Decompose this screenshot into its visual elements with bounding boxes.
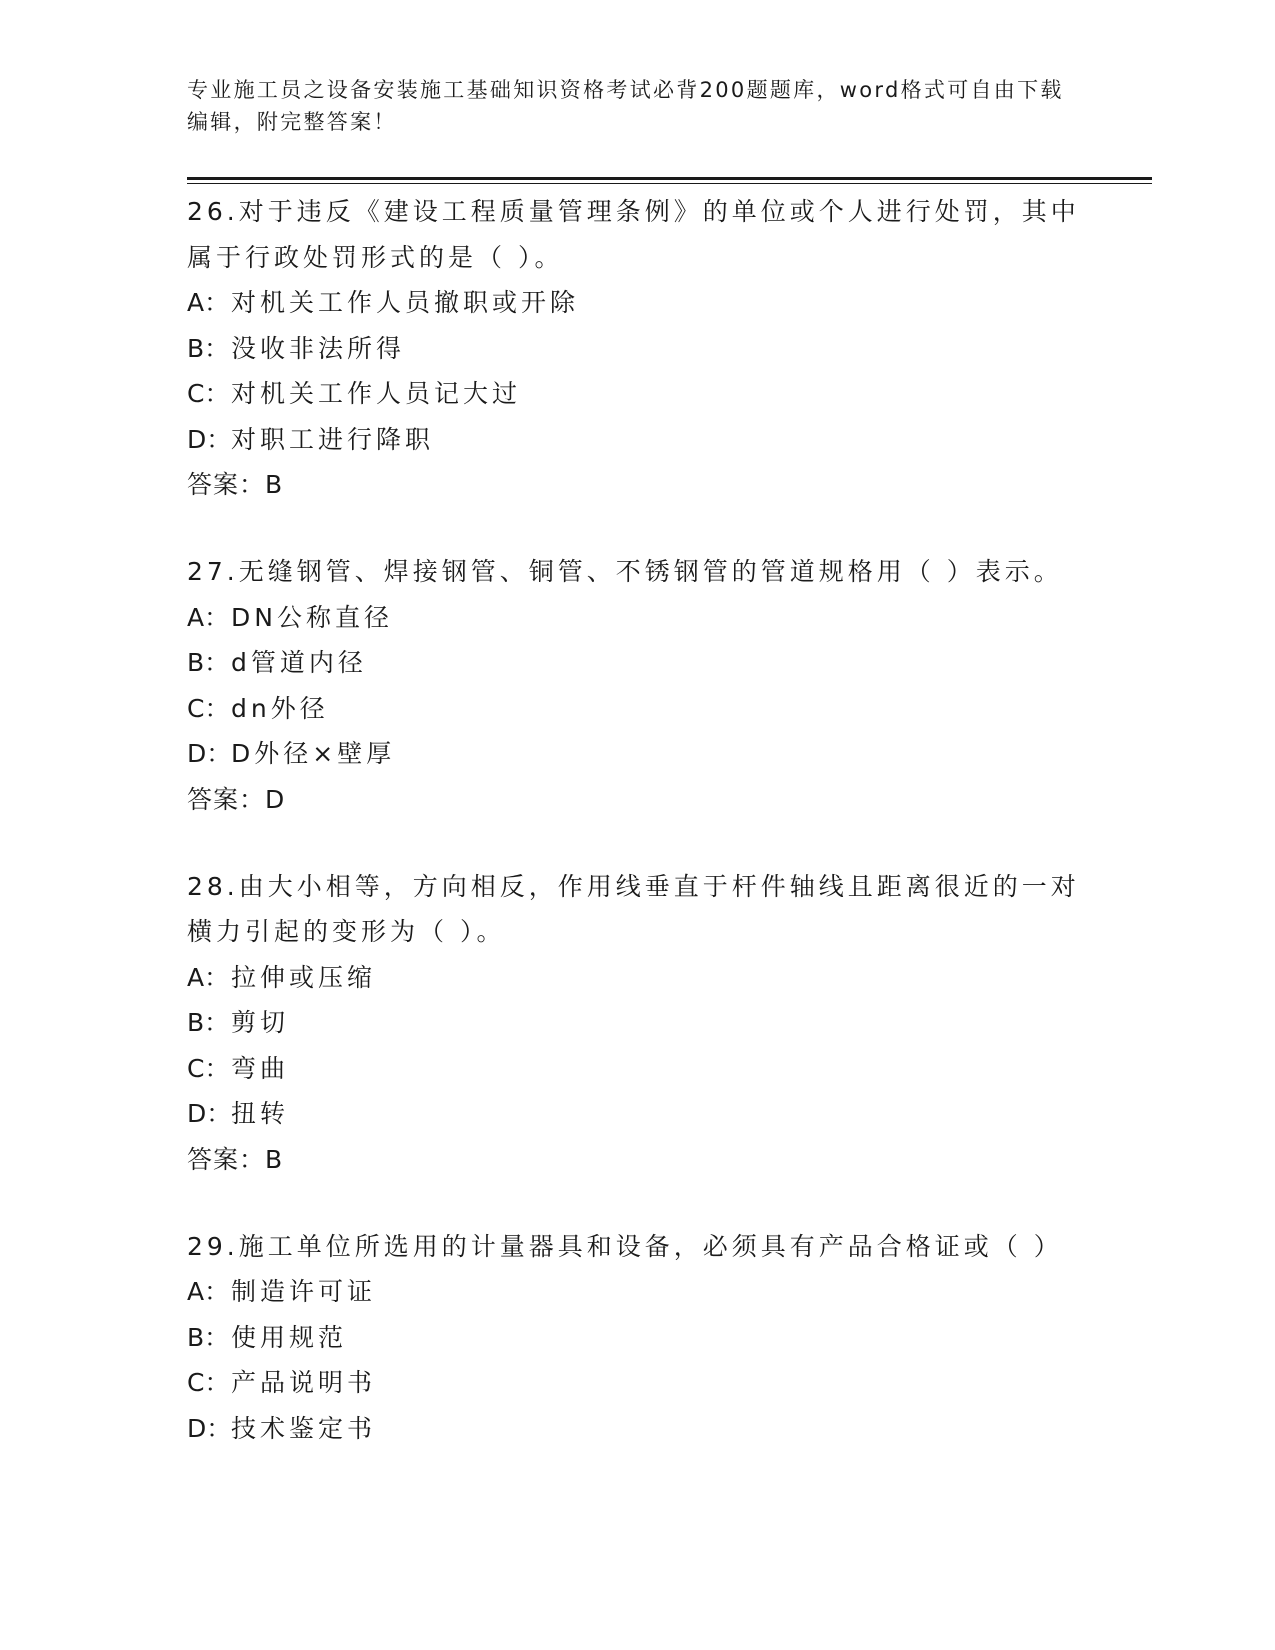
option-text: 制造许可证 — [231, 1277, 377, 1306]
option-key: A： — [187, 962, 230, 992]
option-text: 剪切 — [231, 1008, 290, 1037]
option-c — [187, 371, 1087, 417]
option-c — [187, 686, 1087, 732]
answer: 答案：B — [187, 470, 284, 499]
option-a — [187, 1269, 1087, 1315]
option-text: 技术鉴定书 — [231, 1413, 377, 1443]
question-list — [187, 189, 1087, 1492]
option-text: d管道内径 — [231, 648, 367, 677]
answer: 答案：B — [187, 1144, 284, 1174]
document-header: 专业施工员之设备安装施工基础知识资格考试必背200题题库，word格式可自由下载编辑，附完整答案！ — [187, 78, 1064, 134]
option-key: D： — [187, 1413, 232, 1443]
option-text: D外径×壁厚 — [231, 739, 396, 768]
option-text: dn外径 — [231, 693, 329, 723]
option-key: C： — [187, 693, 230, 723]
answer: 答案：D — [187, 784, 286, 814]
option-c — [187, 1360, 1087, 1406]
option-key: C： — [187, 379, 230, 408]
option-text: 对机关工作人员记大过 — [231, 379, 522, 408]
option-text: 扭转 — [231, 1099, 290, 1128]
option-key: C： — [187, 1053, 230, 1083]
question-28 — [187, 864, 1087, 1183]
option-key: C： — [187, 1368, 230, 1397]
header-divider-thick — [187, 177, 1152, 180]
option-b — [187, 326, 1087, 372]
question-stem: 27.无缝钢管、焊接钢管、铜管、不锈钢管的管道规格用（ ）表示。 — [187, 557, 1063, 586]
question-stem: 29.施工单位所选用的计量器具和设备，必须具有产品合格证或（ ） — [187, 1231, 1063, 1261]
option-key: A： — [187, 602, 230, 632]
question-stem: 28.由大小相等，方向相反，作用线垂直于杆件轴线且距离很近的一对横力引起的变形为（ ）。 — [187, 871, 1080, 946]
option-text: 对机关工作人员撤职或开除 — [231, 288, 580, 317]
question-stem: 26.对于违反《建设工程质量管理条例》的单位或个人进行处罚，其中属于行政处罚形式的是（ ）。 — [187, 197, 1080, 272]
header-divider-thin — [187, 183, 1152, 184]
option-text: 拉伸或压缩 — [231, 962, 377, 992]
option-text: 使用规范 — [231, 1322, 348, 1352]
question-27 — [187, 549, 1087, 823]
option-key: B： — [187, 648, 230, 677]
option-key: B： — [187, 1322, 230, 1352]
option-text: 弯曲 — [231, 1053, 290, 1083]
option-b — [187, 1000, 1087, 1046]
option-key: D： — [187, 739, 232, 768]
option-key: A： — [187, 1277, 230, 1306]
option-a — [187, 955, 1087, 1001]
option-a — [187, 595, 1087, 641]
option-a — [187, 280, 1087, 326]
question-26 — [187, 189, 1087, 508]
option-key: B： — [187, 333, 230, 363]
option-key: A： — [187, 288, 230, 317]
option-key: D： — [187, 1099, 232, 1128]
option-d — [187, 1406, 1087, 1452]
option-text: DN公称直径 — [231, 602, 393, 632]
option-b — [187, 640, 1087, 686]
option-c — [187, 1046, 1087, 1092]
option-key: B： — [187, 1008, 230, 1037]
option-text: 对职工进行降职 — [231, 424, 435, 454]
option-text: 产品说明书 — [231, 1368, 377, 1397]
option-key: D： — [187, 424, 232, 454]
option-text: 没收非法所得 — [231, 333, 406, 363]
option-d — [187, 731, 1087, 777]
option-d — [187, 1091, 1087, 1137]
option-d — [187, 417, 1087, 463]
option-b — [187, 1315, 1087, 1361]
question-29 — [187, 1224, 1087, 1452]
